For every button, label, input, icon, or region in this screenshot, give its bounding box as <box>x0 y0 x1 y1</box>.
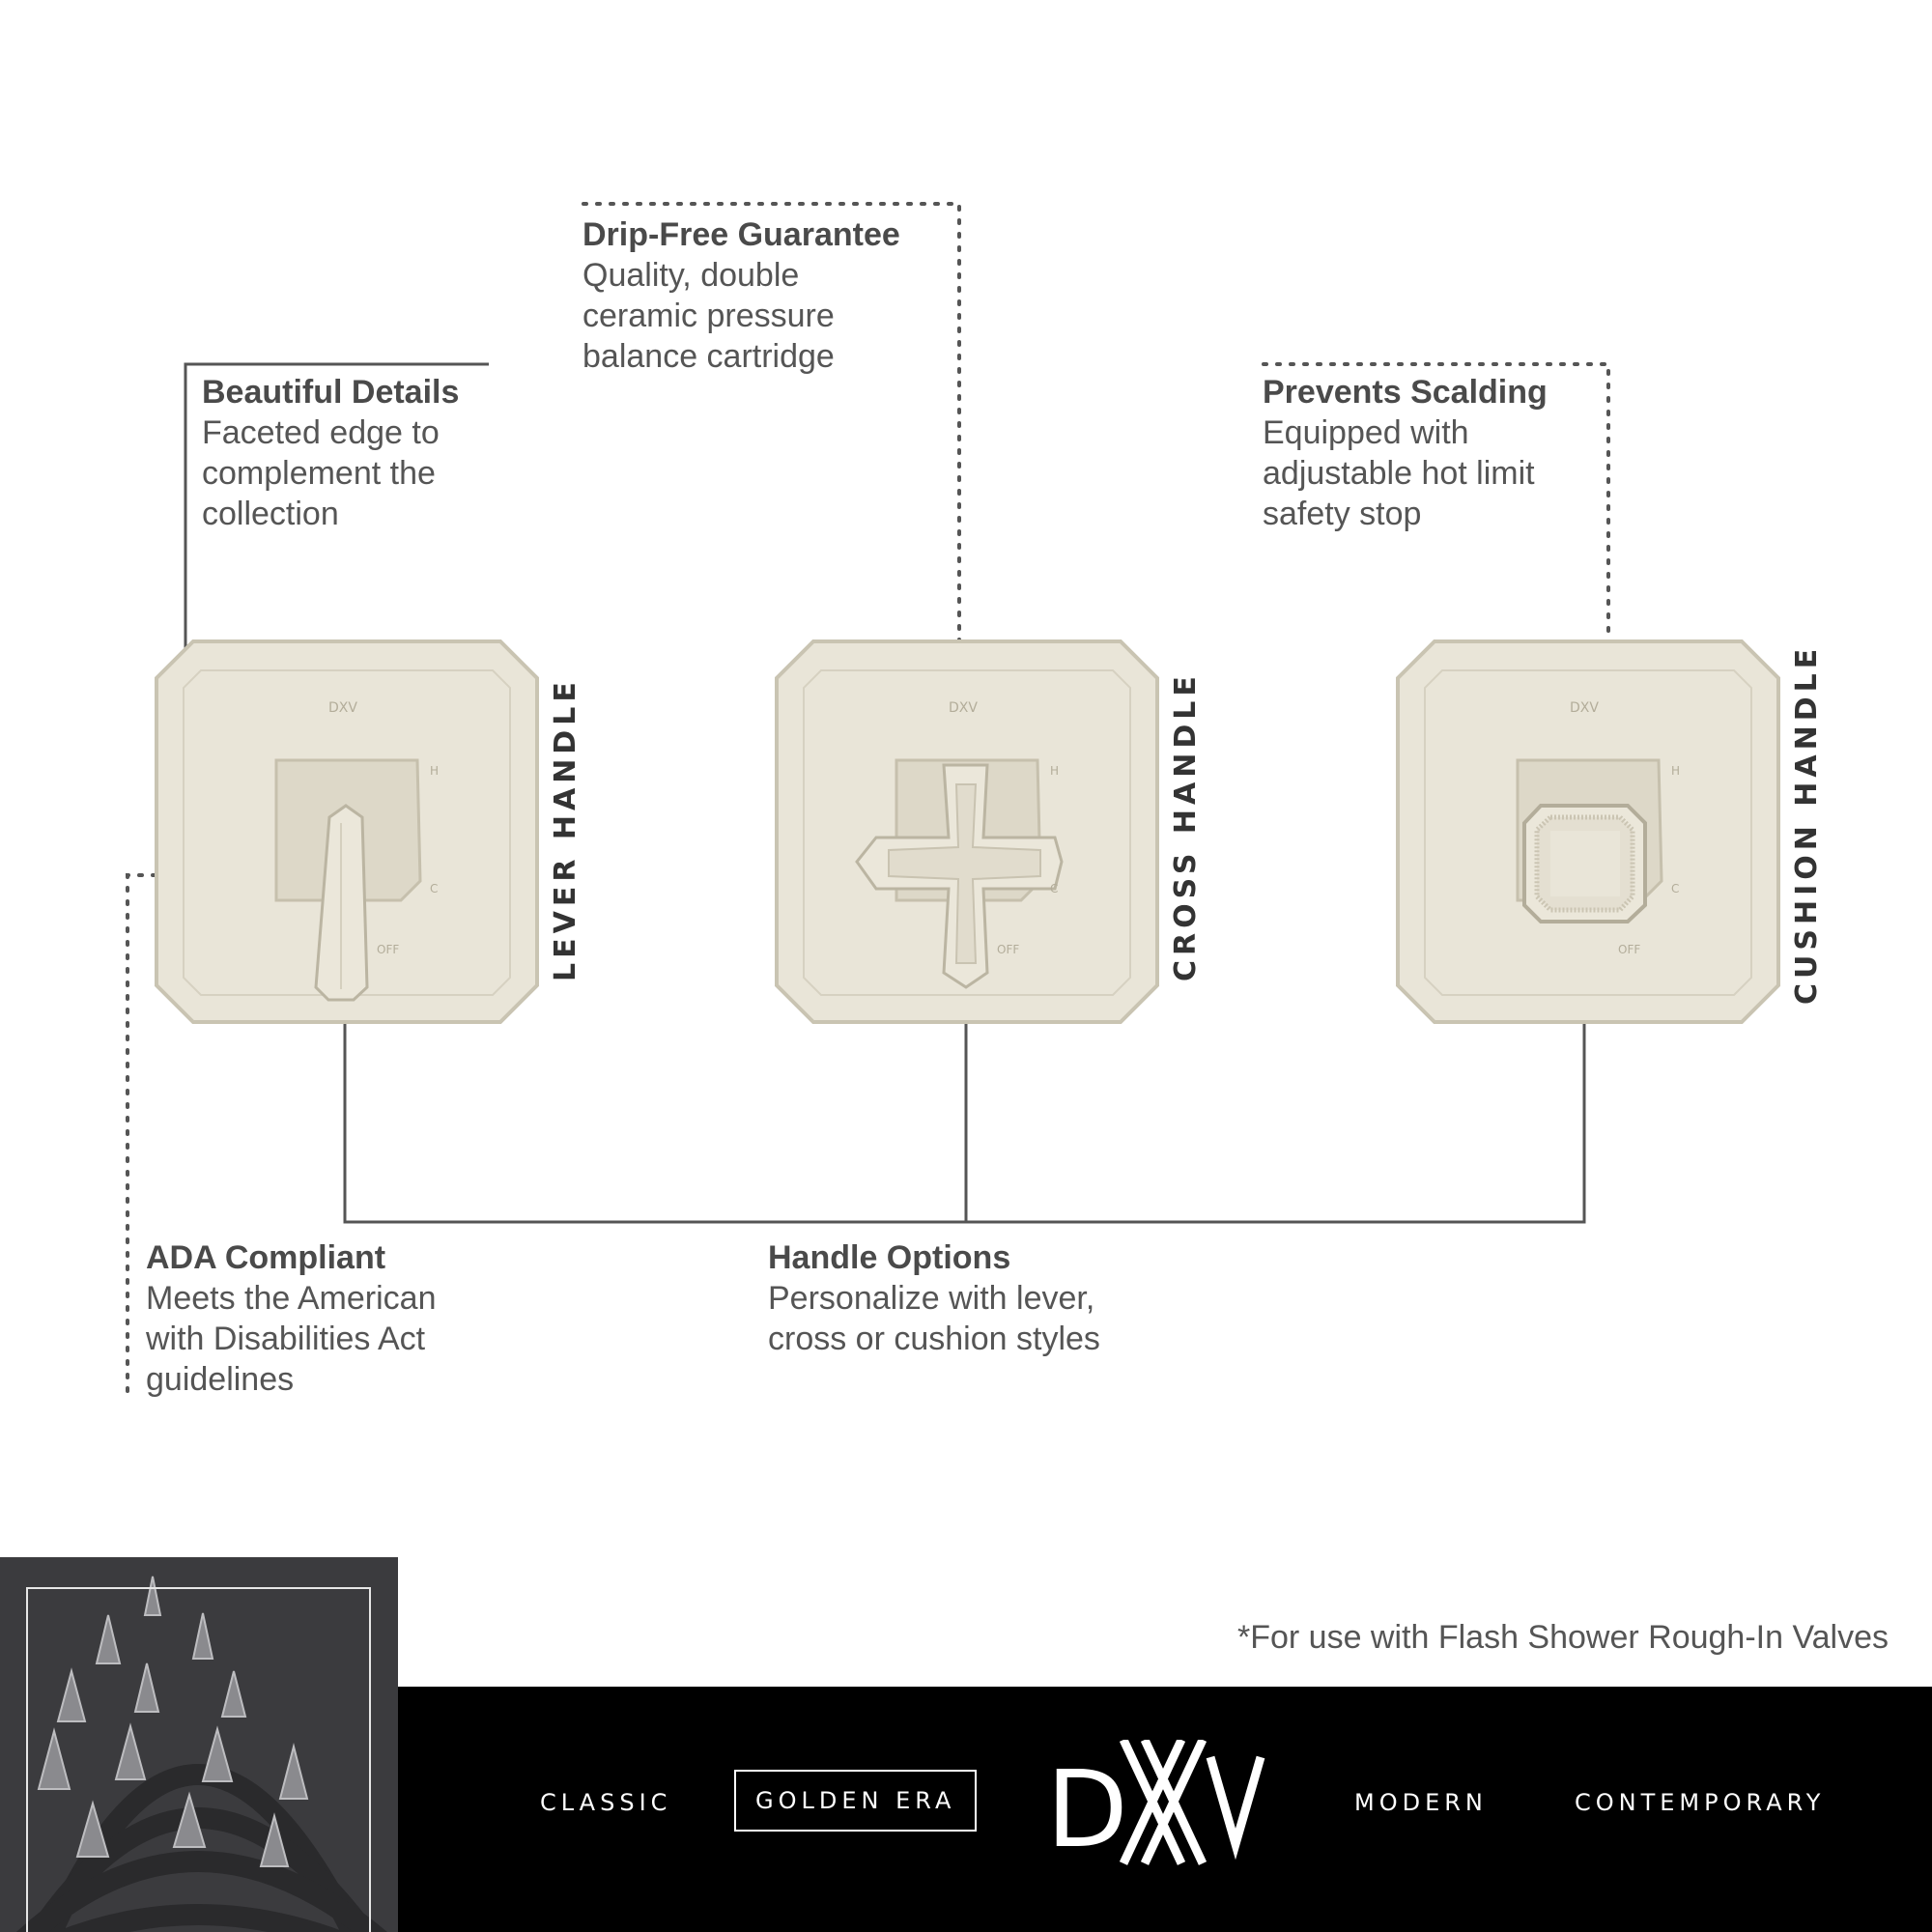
callout-ada-compliant <box>146 1237 436 1400</box>
trim-plate-cushion <box>1396 639 1782 1026</box>
nav-contemporary[interactable]: CONTEMPORARY <box>1575 1789 1826 1816</box>
callout-body: Quality, double ceramic pressure balance cartridge <box>582 257 835 375</box>
building-crown-photo <box>0 1557 398 1932</box>
hot-marking: H <box>1671 764 1681 778</box>
cold-marking: C <box>430 882 439 895</box>
cold-marking: C <box>1050 882 1059 895</box>
callout-prevents-scalding <box>1263 372 1548 534</box>
callout-beautiful-details <box>202 372 459 534</box>
callout-body: Equipped with adjustable hot limit safety stop <box>1263 414 1535 532</box>
callout-title: Beautiful Details <box>202 374 460 411</box>
trim-plate-lever <box>155 639 541 1026</box>
off-marking: OFF <box>377 943 400 956</box>
callout-body: Faceted edge to complement the collection <box>202 414 440 532</box>
cold-marking: C <box>1671 882 1680 895</box>
plate-logo: DXV <box>1570 700 1599 716</box>
off-marking: OFF <box>1618 943 1641 956</box>
callout-title: Drip-Free Guarantee <box>582 216 900 253</box>
callout-title: Prevents Scalding <box>1263 374 1548 411</box>
nav-golden-era[interactable]: GOLDEN ERA <box>734 1770 977 1832</box>
hot-marking: H <box>1050 764 1060 778</box>
hot-marking: H <box>430 764 440 778</box>
callout-handle-options <box>768 1237 1100 1359</box>
callout-drip-free <box>582 214 900 377</box>
footnote: *For use with Flash Shower Rough-In Valves <box>1236 1619 1889 1656</box>
callout-body: Meets the American with Disabilities Act guidelines <box>146 1280 437 1398</box>
nav-modern[interactable]: MODERN <box>1354 1789 1488 1816</box>
callout-title: Handle Options <box>768 1239 1011 1276</box>
callout-title: ADA Compliant <box>146 1239 386 1276</box>
nav-classic[interactable]: CLASSIC <box>540 1789 672 1816</box>
label-cushion-handle: CUSHION HANDLE <box>1790 643 1824 1005</box>
plate-logo: DXV <box>328 700 357 716</box>
trim-plate-cross <box>775 639 1161 1026</box>
off-marking: OFF <box>997 943 1020 956</box>
brand-d: D <box>1046 1747 1128 1865</box>
plate-logo: DXV <box>949 700 978 716</box>
label-cross-handle: CROSS HANDLE <box>1169 671 1203 981</box>
dxv-logo[interactable] <box>1046 1740 1268 1865</box>
label-lever-handle: LEVER HANDLE <box>549 677 582 981</box>
callout-body: Personalize with lever, cross or cushion styles <box>768 1280 1100 1357</box>
brand-text: DXV <box>1046 1740 1049 1741</box>
